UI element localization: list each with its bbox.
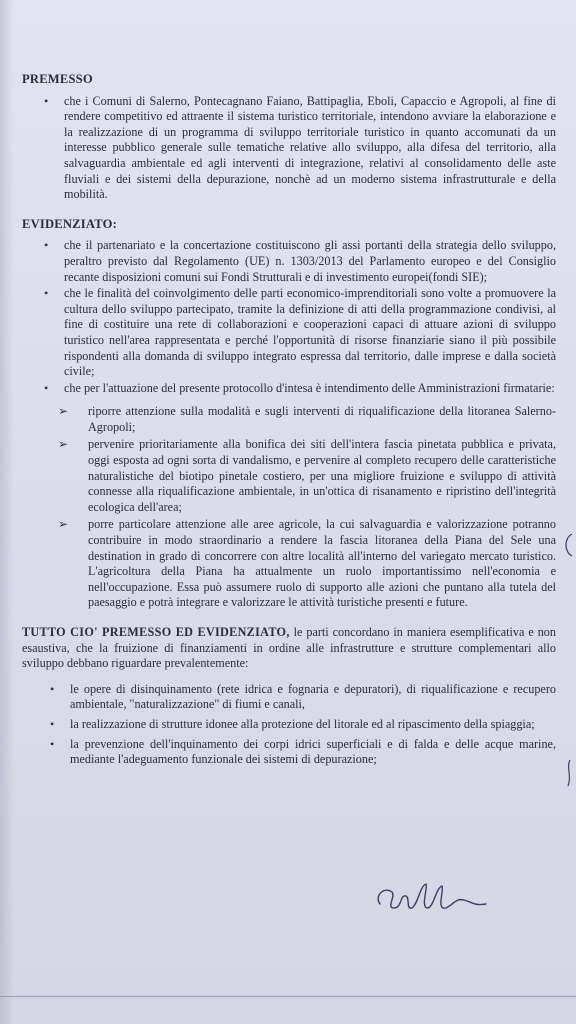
conclusion-section xyxy=(22,625,556,768)
arrow-bullet-icon: ➢ xyxy=(58,517,69,532)
premesso-item-text: che i Comuni di Salerno, Pontecagnano Faiano, Battipaglia, Eboli, Capaccio e Agropoli, al fine di rendere competitivo ed attraente il sistema turistico territoriale, intendono avviare la elaborazione e la realizzazione di un programma di sviluppo territoriale turistico in quanto accomunati da un interesse pubblico generale sulle tematiche relative allo sviluppo, alla difesa del territorio, alla salvaguardia ambientale ed agli interventi di integrazione, relativi al consolidamento delle aste fluviali e dei sistemi della depurazione, nonchè ad un moderno sistema infrastrutturale e della mobilità. xyxy=(64,93,556,202)
evidenziato-item xyxy=(22,381,556,397)
conclusion-item xyxy=(22,737,556,768)
premesso-item xyxy=(22,94,556,203)
premesso-list xyxy=(22,94,556,203)
conclusion-item-text: la prevenzione dell'inquinamento dei corpi idrici superficiali e di falda e delle acque marine, mediante l'adeguamento funzionale dei sistemi di depurazione; xyxy=(70,736,556,767)
bullet-icon: • xyxy=(50,681,55,696)
bullet-icon: • xyxy=(44,286,49,301)
intent-subitem-text: porre particolare attenzione alle aree agricole, la cui salvaguardia e valorizzazione potranno contribuire in modo straordinario a rendere la fascia litoranea della Piana del Sele una destination in grado di concorrere con altre località all'interno del variegato mercato turistico. L'agricoltura della Piana ha attualmente un ruolo importantissimo nell'economia e nell'occupazione. Essa può assumere ruolo di supporto alle azioni che puntano alla tutela del paesaggio e potrà integrare e valorizzare le attività turistiche presenti e future. xyxy=(88,517,556,610)
document-body xyxy=(22,72,556,782)
bullet-icon: • xyxy=(50,736,55,751)
premesso-heading: PREMESSO xyxy=(22,72,93,86)
intent-subitem xyxy=(22,437,556,515)
evidenziato-heading: EVIDENZIATO: xyxy=(22,216,118,231)
evidenziato-list xyxy=(22,238,556,396)
conclusion-list xyxy=(22,682,556,768)
conclusion-item-text: la realizzazione di strutture idonee alla protezione del litorale ed al ripascimento della spiaggia; xyxy=(70,716,535,731)
intent-sublist xyxy=(22,404,556,611)
intent-subitem xyxy=(22,517,556,611)
intent-subitem-text: pervenire prioritariamente alla bonifica dei siti dell'intera fascia pinetata pubblica e privata, oggi esposta ad ogni sorta di vandalismo, e pervenire al completo recupero delle caratteristiche naturalistiche del biotipo pinetale costiero, per una migliore fruizione e sviluppo di attività connesse alla riqualificazione ambientale, in un'ottica di risanamento e ripristino dell'integrità ecologica dell'area; xyxy=(88,437,556,514)
evidenziato-item-text: che il partenariato e la concertazione costituiscono gli assi portanti della strategia dello sviluppo, peraltro previsto dal Regolamento (UE) n. 1303/2013 del Parlamento europeo e del Consiglio recante disposizioni comuni sui Fondi Strutturali e di investimento europei(fondi SIE); xyxy=(64,238,556,284)
conclusion-text: le parti concordano in maniera esemplificativa e non esaustiva, che la fruizione di finanziamenti in ordine alle infrastrutture e strutture complementari allo sviluppo debbano riguardare prevalentemente: xyxy=(22,625,556,671)
conclusion-paragraph xyxy=(22,625,556,672)
premesso-section xyxy=(22,72,556,203)
conclusion-item xyxy=(22,682,556,713)
intent-subitem xyxy=(22,404,556,435)
evidenziato-item xyxy=(22,286,556,380)
page-bottom-rule xyxy=(0,996,576,997)
evidenziato-item-text: che le finalità del coinvolgimento delle parti economico-imprenditoriali sono volte a promuovere la cultura dello sviluppo partecipato, tramite la definizione di atti della programmazione condivisi, al fine di costituire una rete di collaborazioni e cooperazioni capaci di attuare azioni di sviluppo turistico nell'area rappresentata e perché l'opportunità di risorse finanziarie siano il più possibile rispondenti alla domanda di sviluppo integrato espressa dal territorio, dalle imprese e dalla società civile; xyxy=(64,286,556,379)
margin-mark-icon xyxy=(562,530,574,560)
bullet-icon: • xyxy=(44,380,49,395)
evidenziato-item xyxy=(22,238,556,285)
margin-mark-icon xyxy=(562,758,574,788)
intent-subitem-text: riporre attenzione sulla modalità e sugli interventi di riqualificazione della litoranea Salerno-Agropoli; xyxy=(88,404,556,434)
bullet-icon: • xyxy=(44,93,49,108)
bullet-icon: • xyxy=(50,716,55,731)
bullet-icon: • xyxy=(44,238,49,253)
evidenziato-section xyxy=(22,217,556,611)
handwritten-signature-icon xyxy=(370,874,510,924)
conclusion-lead: TUTTO CIO' PREMESSO ED EVIDENZIATO, xyxy=(22,625,290,639)
evidenziato-item-text: che per l'attuazione del presente protocollo d'intesa è intendimento delle Amministrazioni firmatarie: xyxy=(64,380,555,395)
conclusion-item xyxy=(22,717,556,733)
conclusion-item-text: le opere di disinquinamento (rete idrica e fognaria e depuratori), di riqualificazione e recupero ambientale, "naturalizzazione" di fiumi e canali, xyxy=(70,681,556,712)
arrow-bullet-icon: ➢ xyxy=(58,437,69,452)
arrow-bullet-icon: ➢ xyxy=(58,404,69,419)
